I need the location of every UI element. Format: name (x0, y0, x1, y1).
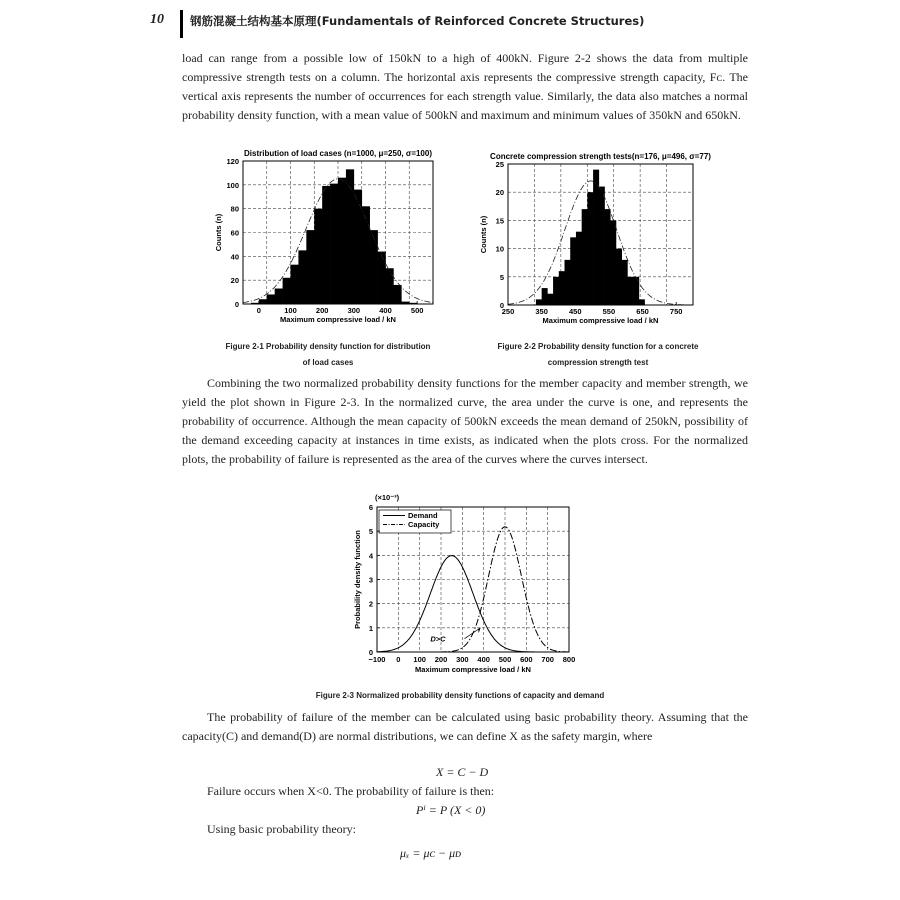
x-tick-label: 550 (602, 307, 616, 316)
histogram-bar (346, 169, 354, 304)
y-tick-label: 5 (368, 527, 373, 537)
y-tick-label: 0 (499, 301, 504, 310)
y-tick-label: 0 (368, 648, 373, 657)
x-tick-label: 350 (535, 307, 548, 316)
histogram-bar (570, 237, 576, 305)
x-axis-label: Maximum compressive load / kN (415, 665, 531, 674)
histogram-bar (553, 277, 559, 305)
histogram-bar (622, 260, 628, 305)
y-tick-label: 3 (368, 575, 373, 585)
figure-2-1-caption (198, 339, 458, 371)
y-tick-label: 6 (368, 503, 373, 512)
paragraph-2: Combining the two normalized probability density functions for the member capacity and member strength, we yield the plot shown in Figure 2-3. In the normalized curve, the area under the curve is one, and represents the probability of occurrence. Although the mean capacity of 500kN exceeds the mean demand of 250kN, possibility of the demand exceeding capacity at instances in time exists, as indicated when the plots cross. For the normalized plots, the probability of failure is represented as the area of the curves where the curves intersect. (182, 376, 748, 466)
paragraph-3: The probability of failure of the member can be calculated using basic probability theory. Assuming that the capacity(C) and demand(D) are normal distributions, we can define X as the safety margin, where (182, 710, 748, 743)
figure-2-3-caption: Figure 2-3 Normalized probability density functions of capacity and demand (315, 691, 605, 700)
y-tick-label: 20 (495, 188, 504, 198)
histogram-bar (259, 299, 267, 304)
y-axis-label: Counts (n) (479, 215, 488, 254)
chart-title: Distribution of load cases (n=1000, μ=250, σ=100) (244, 149, 432, 158)
x-tick-label: 400 (379, 306, 392, 315)
chart-title: Concrete compression strength tests(n=176, μ=496, σ=77) (490, 152, 711, 161)
histogram-bar (639, 299, 645, 305)
histogram-bar (362, 206, 370, 304)
strength-test-histogram (473, 152, 713, 332)
equation-safety-margin: X = C − D (436, 765, 489, 779)
annotation-pointer (464, 628, 480, 639)
normalized-pdf-chart (340, 490, 590, 685)
histogram-bar (267, 294, 275, 304)
y-tick-label: 40 (230, 252, 239, 262)
x-tick-label: 800 (562, 655, 576, 664)
legend-label: Demand (408, 511, 438, 520)
y-tick-label: 10 (495, 244, 504, 254)
histogram-bar (386, 268, 394, 304)
basic-theory-text: Using basic probability theory: (207, 822, 356, 836)
histogram-bar (547, 294, 553, 305)
paragraph-1: load can range from a possible low of 150kN to a high of 400kN. Figure 2-2 shows the data from multiple compressive strength tests on a column. The horizontal axis represents the compressive strength capacity, Fᴄ. The vertical axis represents the number of occurrences for each strength value. Similarly, the data also matches a normal probability density function, with a mean value of 500kN and maximum and minimum values of 350kN and 650kN. (182, 51, 748, 122)
x-tick-label: 500 (498, 655, 512, 664)
x-axis-label: Maximum compressive load / kN (280, 315, 396, 324)
histogram-bar (330, 184, 338, 304)
caption-line: Figure 2-1 Probability density function for distribution (225, 342, 431, 351)
histogram-bar (587, 192, 593, 305)
x-tick-label: 200 (434, 655, 448, 664)
histogram-bar (378, 252, 386, 304)
histogram-bar (610, 220, 616, 305)
histogram-bar (393, 285, 401, 304)
x-tick-label: 300 (347, 306, 361, 315)
figure-2-2 (473, 152, 713, 332)
x-tick-label: 0 (396, 655, 401, 664)
x-tick-label: 100 (284, 306, 297, 315)
chart-scale-label: (×10⁻³) (375, 493, 400, 502)
y-tick-label: 1 (368, 623, 373, 633)
y-tick-label: 15 (495, 216, 504, 226)
y-tick-label: 2 (368, 599, 373, 609)
histogram-bar (275, 289, 283, 304)
y-tick-label: 120 (226, 157, 239, 166)
histogram-bar (576, 232, 582, 305)
histogram-bar (370, 230, 378, 304)
y-tick-label: 0 (234, 300, 239, 309)
histogram-bar (582, 209, 588, 305)
page-number: 10 (150, 12, 164, 27)
histogram-bar (599, 187, 605, 305)
histogram-bar (605, 209, 611, 305)
x-tick-label: 500 (410, 306, 424, 315)
histogram-bar (593, 170, 599, 305)
histogram-bar (291, 265, 299, 304)
equation-mean-margin: μₓ = μᴄ − μᴅ (400, 846, 462, 860)
y-axis-label: Probability density function (353, 530, 362, 629)
x-tick-label: 0 (256, 306, 261, 315)
histogram-bar (283, 278, 291, 304)
y-tick-label: 25 (495, 160, 504, 169)
x-tick-label: −100 (368, 655, 386, 664)
y-tick-label: 20 (230, 276, 239, 286)
y-tick-label: 100 (226, 180, 239, 190)
equation-failure-probability: Pⁱ = P (X < 0) (416, 803, 486, 817)
figure-2-2-caption (468, 339, 728, 371)
x-tick-label: 400 (477, 655, 490, 664)
header-divider (180, 10, 183, 38)
x-tick-label: 450 (569, 307, 582, 316)
x-tick-label: 600 (520, 655, 533, 664)
histogram-bar (536, 299, 542, 305)
caption-line: compression strength test (547, 358, 649, 367)
x-tick-label: 250 (501, 307, 515, 316)
x-tick-label: 200 (315, 306, 329, 315)
y-axis-label: Counts (n) (214, 213, 223, 252)
histogram-bar (616, 249, 622, 305)
x-tick-label: 100 (413, 655, 426, 664)
histogram-bar (633, 277, 639, 305)
x-tick-label: 700 (541, 655, 554, 664)
y-tick-label: 80 (230, 204, 239, 214)
histogram-bar (565, 260, 571, 305)
histogram-bar (306, 230, 314, 304)
book-title: 钢筋混凝土结构基本原理(Fundamentals of Reinforced Concrete Structures) (190, 14, 645, 28)
x-tick-label: 650 (636, 307, 649, 316)
annotation-arrowhead (478, 628, 480, 633)
load-cases-histogram (205, 148, 445, 333)
x-axis-label: Maximum compressive load / kN (542, 316, 659, 325)
running-header (150, 10, 770, 40)
histogram-bar (627, 277, 633, 305)
caption-line: Figure 2-2 Probability density function for a concrete (497, 342, 699, 351)
histogram-bar (298, 250, 306, 304)
failure-region-label: D>C (430, 634, 446, 644)
y-tick-label: 60 (230, 228, 239, 238)
figure-2-1 (205, 148, 445, 333)
histogram-bar (314, 209, 322, 304)
histogram-bar (542, 288, 548, 305)
figure-2-3 (340, 490, 590, 685)
failure-condition-text: Failure occurs when X<0. The probability of failure is then: (207, 784, 495, 798)
legend-label: Capacity (408, 520, 440, 529)
caption-line: of load cases (302, 358, 354, 367)
y-tick-label: 4 (368, 551, 373, 561)
histogram-bar (322, 186, 330, 304)
x-tick-label: 750 (669, 307, 683, 316)
y-tick-label: 5 (499, 272, 504, 282)
histogram-bar (338, 178, 346, 304)
histogram-bar (559, 271, 565, 305)
x-tick-label: 300 (456, 655, 469, 664)
